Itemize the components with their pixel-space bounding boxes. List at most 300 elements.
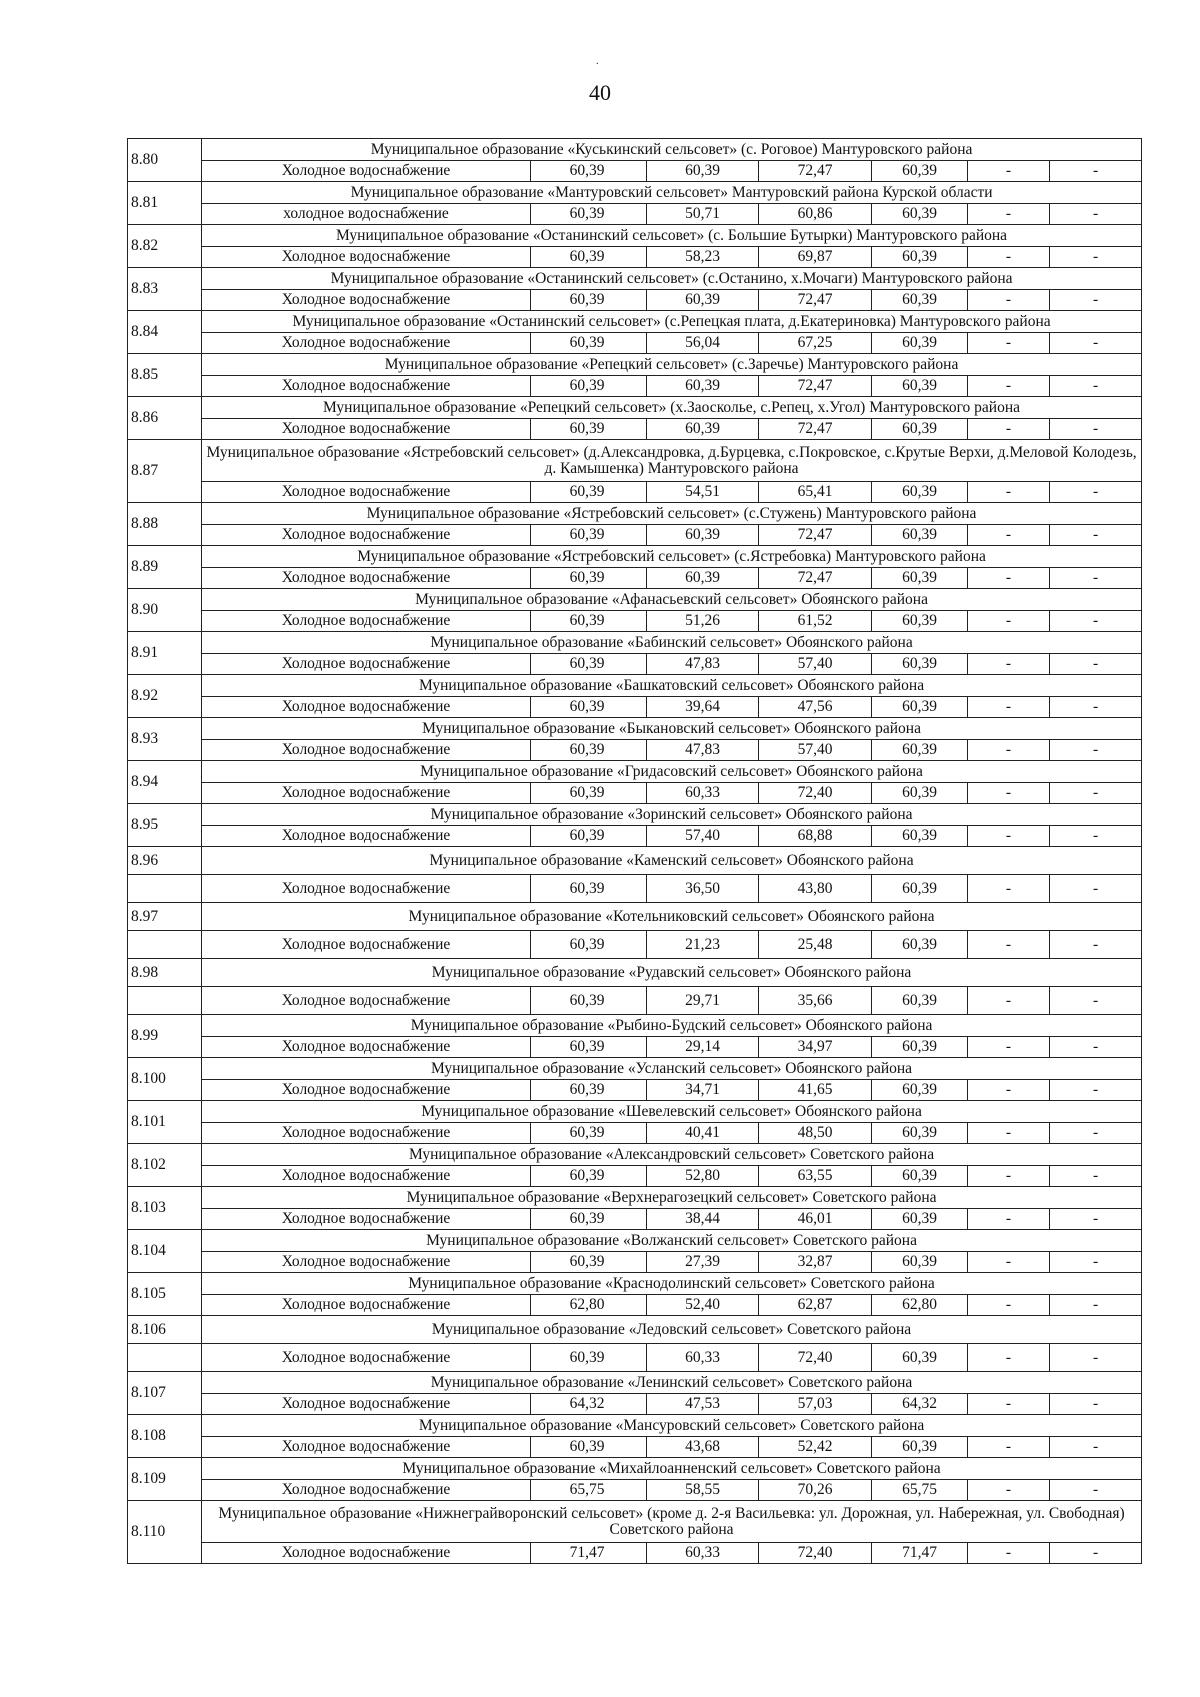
tariff-value-1: 60,39 <box>531 1252 647 1273</box>
tariff-value-4: 60,39 <box>872 1166 968 1187</box>
tariff-value-6: - <box>1050 568 1142 589</box>
page-mark: . <box>596 56 599 67</box>
tariff-value-2: 58,55 <box>647 1480 759 1501</box>
tariff-value-3: 62,87 <box>759 1295 872 1316</box>
tariff-value-2: 58,23 <box>647 247 759 268</box>
entry-number: 8.82 <box>128 225 202 268</box>
tariff-value-5: - <box>968 1437 1050 1458</box>
tariff-value-2: 21,23 <box>647 931 759 959</box>
tariff-value-5: - <box>968 1037 1050 1058</box>
service-name: Холодное водоснабжение <box>202 611 531 632</box>
tariff-value-6: - <box>1050 740 1142 761</box>
tariff-value-6: - <box>1050 376 1142 397</box>
entry-header-row <box>128 503 1142 525</box>
entry-number: 8.109 <box>128 1458 202 1501</box>
entry-number: 8.88 <box>128 503 202 546</box>
entry-title: Муниципальное образование «Мантуровский сельсовет» Мантуровский района Курской области <box>202 182 1142 204</box>
tariff-value-5: - <box>968 1123 1050 1144</box>
entry-service-row <box>128 611 1142 632</box>
tariff-value-4: 60,39 <box>872 568 968 589</box>
tariff-value-2: 60,39 <box>647 376 759 397</box>
tariff-value-6: - <box>1050 1166 1142 1187</box>
entry-number: 8.104 <box>128 1230 202 1273</box>
tariff-value-6: - <box>1050 419 1142 440</box>
tariff-value-1: 60,39 <box>531 740 647 761</box>
entry-header-row <box>128 1058 1142 1080</box>
tariff-value-4: 60,39 <box>872 987 968 1015</box>
tariff-value-4: 65,75 <box>872 1480 968 1501</box>
entry-title: Муниципальное образование «Рыбино-Будский сельсовет» Обоянского района <box>202 1015 1142 1037</box>
tariff-value-5: - <box>968 987 1050 1015</box>
tariff-value-2: 29,14 <box>647 1037 759 1058</box>
entry-number: 8.89 <box>128 546 202 589</box>
entry-service-row <box>128 1166 1142 1187</box>
entry-number: 8.95 <box>128 804 202 847</box>
tariff-value-6: - <box>1050 826 1142 847</box>
service-name: Холодное водоснабжение <box>202 1437 531 1458</box>
empty-cell <box>128 987 202 1015</box>
tariff-value-6: - <box>1050 1480 1142 1501</box>
tariff-value-3: 72,40 <box>759 783 872 804</box>
entry-title: Муниципальное образование «Останинский сельсовет» (с. Большие Бутырки) Мантуровского района <box>202 225 1142 247</box>
entry-title: Муниципальное образование «Ледовский сельсовет» Советского района <box>202 1316 1142 1344</box>
tariff-value-6: - <box>1050 1543 1142 1564</box>
entry-service-row <box>128 1252 1142 1273</box>
tariff-value-6: - <box>1050 333 1142 354</box>
tariff-value-3: 25,48 <box>759 931 872 959</box>
service-name: Холодное водоснабжение <box>202 1543 531 1564</box>
entry-number: 8.86 <box>128 397 202 440</box>
tariff-value-2: 36,50 <box>647 875 759 903</box>
tariff-value-3: 48,50 <box>759 1123 872 1144</box>
tariff-value-3: 35,66 <box>759 987 872 1015</box>
entry-header-row <box>128 1144 1142 1166</box>
tariff-value-5: - <box>968 376 1050 397</box>
tariff-value-2: 60,39 <box>647 568 759 589</box>
entry-title: Муниципальное образование «Башкатовский сельсовет» Обоянского района <box>202 675 1142 697</box>
tariff-value-4: 60,39 <box>872 783 968 804</box>
tariff-value-5: - <box>968 333 1050 354</box>
entry-title: Муниципальное образование «Ленинский сельсовет» Советского района <box>202 1372 1142 1394</box>
tariff-value-3: 70,26 <box>759 1480 872 1501</box>
tariff-value-6: - <box>1050 1123 1142 1144</box>
tariff-value-4: 60,39 <box>872 376 968 397</box>
tariff-value-5: - <box>968 875 1050 903</box>
tariff-value-4: 64,32 <box>872 1394 968 1415</box>
tariff-value-4: 60,39 <box>872 482 968 503</box>
entry-header-row <box>128 1015 1142 1037</box>
entry-header-row <box>128 847 1142 875</box>
tariff-value-4: 60,39 <box>872 1037 968 1058</box>
tariff-value-1: 60,39 <box>531 376 647 397</box>
tariff-value-4: 60,39 <box>872 611 968 632</box>
tariff-value-2: 56,04 <box>647 333 759 354</box>
entry-header-row <box>128 804 1142 826</box>
entry-title: Муниципальное образование «Краснодолинский сельсовет» Советского района <box>202 1273 1142 1295</box>
tariff-value-1: 60,39 <box>531 1344 647 1372</box>
tariff-value-6: - <box>1050 1209 1142 1230</box>
tariff-value-2: 60,33 <box>647 1543 759 1564</box>
entry-header-row <box>128 675 1142 697</box>
service-name: Холодное водоснабжение <box>202 290 531 311</box>
service-name: Холодное водоснабжение <box>202 1209 531 1230</box>
entry-title: Муниципальное образование «Останинский сельсовет» (с.Останино, х.Мочаги) Мантуровского района <box>202 268 1142 290</box>
service-name: Холодное водоснабжение <box>202 826 531 847</box>
tariff-value-2: 39,64 <box>647 697 759 718</box>
service-name: Холодное водоснабжение <box>202 1480 531 1501</box>
tariff-value-5: - <box>968 740 1050 761</box>
entry-number: 8.87 <box>128 440 202 503</box>
entry-header-row <box>128 139 1142 161</box>
entry-service-row <box>128 376 1142 397</box>
entry-service-row <box>128 1080 1142 1101</box>
tariff-value-5: - <box>968 654 1050 675</box>
service-name: Холодное водоснабжение <box>202 247 531 268</box>
entry-service-row <box>128 1037 1142 1058</box>
tariff-value-1: 60,39 <box>531 697 647 718</box>
entry-title: Муниципальное образование «Котельниковский сельсовет» Обоянского района <box>202 903 1142 931</box>
service-name: Холодное водоснабжение <box>202 1344 531 1372</box>
entry-service-row <box>128 783 1142 804</box>
entry-title: Муниципальное образование «Куськинский сельсовет» (с. Роговое) Мантуровского района <box>202 139 1142 161</box>
tariff-value-4: 60,39 <box>872 826 968 847</box>
tariff-value-3: 57,40 <box>759 654 872 675</box>
entry-title: Муниципальное образование «Зоринский сельсовет» Обоянского района <box>202 804 1142 826</box>
entry-service-row <box>128 697 1142 718</box>
tariff-value-3: 69,87 <box>759 247 872 268</box>
service-name: Холодное водоснабжение <box>202 568 531 589</box>
entry-title: Муниципальное образование «Мансуровский сельсовет» Советского района <box>202 1415 1142 1437</box>
tariff-value-2: 43,68 <box>647 1437 759 1458</box>
entry-header-row <box>128 1415 1142 1437</box>
entry-service-row <box>128 740 1142 761</box>
tariff-value-2: 60,33 <box>647 783 759 804</box>
entry-service-row <box>128 1295 1142 1316</box>
entry-number: 8.110 <box>128 1501 202 1564</box>
tariff-value-3: 57,40 <box>759 740 872 761</box>
service-name: Холодное водоснабжение <box>202 654 531 675</box>
entry-service-row <box>128 826 1142 847</box>
service-name: Холодное водоснабжение <box>202 1295 531 1316</box>
entry-title: Муниципальное образование «Михайлоанненский сельсовет» Советского района <box>202 1458 1142 1480</box>
tariff-value-2: 60,33 <box>647 1344 759 1372</box>
tariff-value-2: 52,40 <box>647 1295 759 1316</box>
entry-header-row <box>128 632 1142 654</box>
entry-number: 8.107 <box>128 1372 202 1415</box>
tariff-value-1: 60,39 <box>531 1037 647 1058</box>
tariff-value-1: 65,75 <box>531 1480 647 1501</box>
entry-number: 8.105 <box>128 1273 202 1316</box>
tariff-value-3: 61,52 <box>759 611 872 632</box>
tariff-value-1: 60,39 <box>531 783 647 804</box>
tariff-value-4: 71,47 <box>872 1543 968 1564</box>
tariff-value-6: - <box>1050 290 1142 311</box>
tariff-value-4: 60,39 <box>872 1437 968 1458</box>
tariff-value-2: 60,39 <box>647 419 759 440</box>
tariff-value-1: 60,39 <box>531 247 647 268</box>
tariff-value-5: - <box>968 1394 1050 1415</box>
entry-title: Муниципальное образование «Гридасовский сельсовет» Обоянского района <box>202 761 1142 783</box>
tariff-table <box>127 138 1142 1564</box>
entry-header-row <box>128 354 1142 376</box>
tariff-value-5: - <box>968 697 1050 718</box>
entry-header-row <box>128 311 1142 333</box>
tariff-value-4: 60,39 <box>872 1252 968 1273</box>
tariff-value-3: 32,87 <box>759 1252 872 1273</box>
entry-number: 8.98 <box>128 959 202 987</box>
tariff-value-3: 65,41 <box>759 482 872 503</box>
entry-title: Муниципальное образование «Усланский сельсовет» Обоянского района <box>202 1058 1142 1080</box>
service-name: Холодное водоснабжение <box>202 987 531 1015</box>
tariff-value-5: - <box>968 1252 1050 1273</box>
tariff-value-1: 60,39 <box>531 931 647 959</box>
entry-title: Муниципальное образование «Репецкий сельсовет» (с.Заречье) Мантуровского района <box>202 354 1142 376</box>
tariff-value-4: 60,39 <box>872 1209 968 1230</box>
tariff-value-1: 60,39 <box>531 204 647 225</box>
entry-title: Муниципальное образование «Рудавский сельсовет» Обоянского района <box>202 959 1142 987</box>
tariff-value-5: - <box>968 1080 1050 1101</box>
service-name: Холодное водоснабжение <box>202 161 531 182</box>
tariff-value-3: 72,47 <box>759 568 872 589</box>
tariff-value-2: 47,83 <box>647 740 759 761</box>
tariff-value-6: - <box>1050 1394 1142 1415</box>
tariff-value-4: 62,80 <box>872 1295 968 1316</box>
tariff-value-1: 60,39 <box>531 987 647 1015</box>
entry-header-row <box>128 397 1142 419</box>
entry-title: Муниципальное образование «Верхнерагозецкий сельсовет» Советского района <box>202 1187 1142 1209</box>
entry-service-row <box>128 333 1142 354</box>
tariff-value-1: 60,39 <box>531 654 647 675</box>
service-name: Холодное водоснабжение <box>202 1252 531 1273</box>
tariff-value-2: 60,39 <box>647 290 759 311</box>
service-name: Холодное водоснабжение <box>202 875 531 903</box>
entry-number: 8.102 <box>128 1144 202 1187</box>
tariff-value-4: 60,39 <box>872 654 968 675</box>
tariff-value-4: 60,39 <box>872 931 968 959</box>
entry-number: 8.99 <box>128 1015 202 1058</box>
tariff-value-3: 47,56 <box>759 697 872 718</box>
service-name: холодное водоснабжение <box>202 204 531 225</box>
tariff-value-2: 51,26 <box>647 611 759 632</box>
entry-number: 8.97 <box>128 903 202 931</box>
empty-cell <box>128 931 202 959</box>
tariff-value-1: 62,80 <box>531 1295 647 1316</box>
entry-service-row <box>128 931 1142 959</box>
tariff-value-3: 63,55 <box>759 1166 872 1187</box>
service-name: Холодное водоснабжение <box>202 1123 531 1144</box>
tariff-value-4: 60,39 <box>872 1080 968 1101</box>
service-name: Холодное водоснабжение <box>202 1166 531 1187</box>
entry-header-row <box>128 1316 1142 1344</box>
tariff-value-4: 60,39 <box>872 247 968 268</box>
entry-service-row <box>128 1543 1142 1564</box>
entry-title: Муниципальное образование «Ястребовский сельсовет» (с.Стужень) Мантуровского района <box>202 503 1142 525</box>
tariff-value-5: - <box>968 931 1050 959</box>
tariff-value-1: 60,39 <box>531 1437 647 1458</box>
tariff-value-1: 60,39 <box>531 161 647 182</box>
entry-title: Муниципальное образование «Ястребовский сельсовет» (д.Александровка, д.Бурцевка, с.Покровское, с.Крутые Верхи, д.Меловой Колодезь, д. Камышенка) Мантуровского района <box>202 440 1142 482</box>
entry-number: 8.108 <box>128 1415 202 1458</box>
entry-number: 8.91 <box>128 632 202 675</box>
tariff-value-3: 72,47 <box>759 419 872 440</box>
tariff-value-6: - <box>1050 1295 1142 1316</box>
entry-title: Муниципальное образование «Останинский сельсовет» (с.Репецкая плата, д.Екатериновка) Мантуровского района <box>202 311 1142 333</box>
service-name: Холодное водоснабжение <box>202 1080 531 1101</box>
entry-header-row <box>128 268 1142 290</box>
tariff-table-body <box>128 139 1142 1564</box>
service-name: Холодное водоснабжение <box>202 333 531 354</box>
tariff-value-4: 60,39 <box>872 740 968 761</box>
tariff-value-4: 60,39 <box>872 204 968 225</box>
tariff-value-6: - <box>1050 1037 1142 1058</box>
tariff-value-3: 72,47 <box>759 161 872 182</box>
tariff-value-6: - <box>1050 525 1142 546</box>
tariff-value-5: - <box>968 525 1050 546</box>
tariff-value-5: - <box>968 1295 1050 1316</box>
entry-header-row <box>128 589 1142 611</box>
tariff-value-2: 29,71 <box>647 987 759 1015</box>
service-name: Холодное водоснабжение <box>202 783 531 804</box>
tariff-value-3: 72,47 <box>759 290 872 311</box>
entry-header-row <box>128 903 1142 931</box>
entry-header-row <box>128 761 1142 783</box>
entry-header-row <box>128 546 1142 568</box>
entry-header-row <box>128 1372 1142 1394</box>
tariff-value-3: 41,65 <box>759 1080 872 1101</box>
tariff-value-6: - <box>1050 987 1142 1015</box>
tariff-value-5: - <box>968 1209 1050 1230</box>
tariff-value-6: - <box>1050 204 1142 225</box>
tariff-value-2: 54,51 <box>647 482 759 503</box>
tariff-value-4: 60,39 <box>872 290 968 311</box>
tariff-value-1: 71,47 <box>531 1543 647 1564</box>
tariff-value-1: 60,39 <box>531 525 647 546</box>
tariff-value-6: - <box>1050 1252 1142 1273</box>
tariff-value-6: - <box>1050 931 1142 959</box>
entry-title: Муниципальное образование «Александровский сельсовет» Советского района <box>202 1144 1142 1166</box>
service-name: Холодное водоснабжение <box>202 1037 531 1058</box>
tariff-value-3: 60,86 <box>759 204 872 225</box>
tariff-value-1: 60,39 <box>531 290 647 311</box>
service-name: Холодное водоснабжение <box>202 697 531 718</box>
tariff-value-4: 60,39 <box>872 333 968 354</box>
service-name: Холодное водоснабжение <box>202 419 531 440</box>
entry-service-row <box>128 1123 1142 1144</box>
entry-number: 8.80 <box>128 139 202 182</box>
service-name: Холодное водоснабжение <box>202 376 531 397</box>
tariff-value-6: - <box>1050 611 1142 632</box>
entry-number: 8.94 <box>128 761 202 804</box>
entry-service-row <box>128 161 1142 182</box>
entry-number: 8.93 <box>128 718 202 761</box>
tariff-value-3: 67,25 <box>759 333 872 354</box>
tariff-value-2: 47,53 <box>647 1394 759 1415</box>
tariff-value-2: 57,40 <box>647 826 759 847</box>
entry-title: Муниципальное образование «Нижнеграйворонский сельсовет» (кроме д. 2-я Васильевка: ул. Дорожная, ул. Набережная, ул. Свободная) Советского района <box>202 1501 1142 1543</box>
entry-service-row <box>128 525 1142 546</box>
entry-service-row <box>128 1394 1142 1415</box>
tariff-value-1: 60,39 <box>531 482 647 503</box>
tariff-value-2: 38,44 <box>647 1209 759 1230</box>
tariff-value-5: - <box>968 1166 1050 1187</box>
tariff-value-2: 60,39 <box>647 525 759 546</box>
tariff-value-1: 60,39 <box>531 826 647 847</box>
entry-service-row <box>128 987 1142 1015</box>
tariff-value-1: 60,39 <box>531 875 647 903</box>
service-name: Холодное водоснабжение <box>202 482 531 503</box>
tariff-value-5: - <box>968 204 1050 225</box>
tariff-value-3: 52,42 <box>759 1437 872 1458</box>
entry-title: Муниципальное образование «Быкановский сельсовет» Обоянского района <box>202 718 1142 740</box>
entry-service-row <box>128 1480 1142 1501</box>
tariff-value-5: - <box>968 247 1050 268</box>
entry-number: 8.92 <box>128 675 202 718</box>
tariff-value-2: 47,83 <box>647 654 759 675</box>
empty-cell <box>128 875 202 903</box>
entry-title: Муниципальное образование «Репецкий сельсовет» (х.Заосколье, с.Репец, х.Угол) Мантуровского района <box>202 397 1142 419</box>
tariff-value-5: - <box>968 1543 1050 1564</box>
entry-service-row <box>128 1344 1142 1372</box>
entry-number: 8.85 <box>128 354 202 397</box>
entry-header-row <box>128 182 1142 204</box>
tariff-value-1: 60,39 <box>531 1209 647 1230</box>
entry-service-row <box>128 1209 1142 1230</box>
tariff-value-2: 60,39 <box>647 161 759 182</box>
entry-title: Муниципальное образование «Афанасьевский сельсовет» Обоянского района <box>202 589 1142 611</box>
page-number: 40 <box>589 80 611 105</box>
entry-title: Муниципальное образование «Каменский сельсовет» Обоянского района <box>202 847 1142 875</box>
tariff-value-1: 60,39 <box>531 611 647 632</box>
tariff-value-4: 60,39 <box>872 697 968 718</box>
tariff-value-1: 60,39 <box>531 333 647 354</box>
entry-header-row <box>128 718 1142 740</box>
tariff-value-3: 46,01 <box>759 1209 872 1230</box>
entry-number: 8.84 <box>128 311 202 354</box>
tariff-value-6: - <box>1050 875 1142 903</box>
entry-header-row <box>128 440 1142 482</box>
tariff-value-3: 72,40 <box>759 1543 872 1564</box>
entry-service-row <box>128 875 1142 903</box>
entry-header-row <box>128 1501 1142 1543</box>
entry-number: 8.83 <box>128 268 202 311</box>
tariff-value-5: - <box>968 783 1050 804</box>
tariff-value-3: 72,47 <box>759 376 872 397</box>
tariff-value-5: - <box>968 826 1050 847</box>
tariff-value-4: 60,39 <box>872 1344 968 1372</box>
entry-title: Муниципальное образование «Ястребовский сельсовет» (с.Ястребовка) Мантуровского района <box>202 546 1142 568</box>
tariff-value-3: 43,80 <box>759 875 872 903</box>
service-name: Холодное водоснабжение <box>202 1394 531 1415</box>
entry-service-row <box>128 1437 1142 1458</box>
tariff-value-6: - <box>1050 697 1142 718</box>
entry-title: Муниципальное образование «Бабинский сельсовет» Обоянского района <box>202 632 1142 654</box>
tariff-value-3: 72,47 <box>759 525 872 546</box>
entry-header-row <box>128 1273 1142 1295</box>
tariff-value-1: 64,32 <box>531 1394 647 1415</box>
tariff-value-6: - <box>1050 161 1142 182</box>
tariff-value-2: 34,71 <box>647 1080 759 1101</box>
tariff-value-2: 27,39 <box>647 1252 759 1273</box>
entry-header-row <box>128 225 1142 247</box>
entry-header-row <box>128 1187 1142 1209</box>
entry-title: Муниципальное образование «Волжанский сельсовет» Советского района <box>202 1230 1142 1252</box>
entry-service-row <box>128 482 1142 503</box>
entry-header-row <box>128 959 1142 987</box>
tariff-value-5: - <box>968 568 1050 589</box>
entry-header-row <box>128 1458 1142 1480</box>
tariff-value-5: - <box>968 419 1050 440</box>
empty-cell <box>128 1344 202 1372</box>
